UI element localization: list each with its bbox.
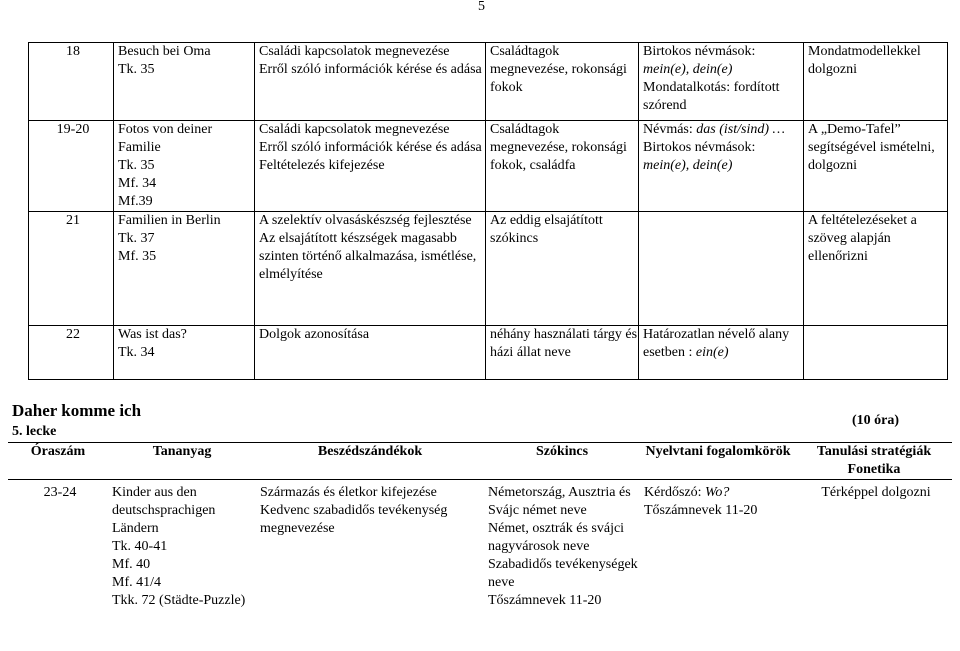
table-row xyxy=(29,326,948,380)
cell-line: Német, osztrák és svájci nagyvárosok neve xyxy=(488,520,625,554)
cell-text: Wo? xyxy=(705,484,730,500)
lesson-number: 21 xyxy=(29,212,114,326)
beszedszandek-cell xyxy=(255,43,486,121)
cell-line: Tőszámnevek 11-20 xyxy=(644,502,758,518)
page-number: 5 xyxy=(478,0,485,14)
cell-line: mein(e), dein(e) xyxy=(643,158,733,173)
cell-text: ein(e) xyxy=(695,345,729,360)
cell-line: Besuch bei Oma xyxy=(118,44,211,59)
cell-line: Mf. 34 xyxy=(118,176,157,191)
beszedszandek-cell xyxy=(255,121,486,212)
table-row xyxy=(29,43,948,121)
cell-line: A szelektív olvasáskészség fejlesztése xyxy=(259,213,472,228)
cell-line: Mf. 41/4 xyxy=(112,574,161,590)
col-header-strategiak: Tanulási stratégiák Fonetika xyxy=(796,443,952,480)
cell-line xyxy=(643,121,803,139)
cell-text: das (ist/sind) … xyxy=(696,122,785,137)
beszedszandek-cell xyxy=(255,212,486,326)
tananyag-cell xyxy=(114,212,255,326)
lesson-label: 5. lecke xyxy=(12,424,57,439)
cell-line: Németország, Ausztria és Svájc német neve xyxy=(488,484,631,518)
cell-line: A „Demo-Tafel” segítségével ismételni, dolgozni xyxy=(808,122,935,173)
cell-line: Birtokos névmások: xyxy=(643,140,756,155)
table-row xyxy=(8,484,952,610)
lesson-number: 18 xyxy=(29,43,114,121)
szokincs-cell xyxy=(486,326,639,380)
cell-line: Tk. 35 xyxy=(118,62,155,77)
col-header-szokincs: Szókincs xyxy=(484,443,640,480)
cell-line: Erről szóló információk kérése és adása xyxy=(259,140,482,155)
cell-line: mein(e), dein(e) xyxy=(643,62,733,77)
cell-line: Szabadidős tevékenységek neve xyxy=(488,556,638,590)
cell-line: néhány használati tárgy és házi állat neve xyxy=(490,327,638,360)
tananyag-cell xyxy=(108,484,256,610)
cell-line: Családtagok megnevezése, rokonsági fokok, családfa xyxy=(490,122,627,173)
hours-label: (10 óra) xyxy=(852,413,900,428)
szokincs-cell xyxy=(486,121,639,212)
col-header-nyelvtan: Nyelvtani fogalomkörök xyxy=(640,443,796,480)
cell-line: Családtagok megnevezése, rokonsági fokok xyxy=(490,44,627,95)
nyelvtan-cell xyxy=(639,121,804,212)
schedule-table-1 xyxy=(28,42,948,380)
cell-line: Dolgok azonosítása xyxy=(259,327,370,342)
col-header-oraszam: Óraszám xyxy=(8,443,108,480)
cell-line: Tk. 34 xyxy=(118,345,155,360)
cell-line: Családi kapcsolatok megnevezése xyxy=(259,122,450,137)
cell-line: Mf. 40 xyxy=(112,556,151,572)
cell-line: Mondatmodellekkel dolgozni xyxy=(808,44,921,77)
cell-line: Családi kapcsolatok megnevezése xyxy=(259,44,450,59)
strategia-cell xyxy=(804,43,948,121)
cell-line: Tőszámnevek 11-20 xyxy=(488,592,602,608)
nyelvtan-cell xyxy=(639,326,804,380)
cell-line: Térképpel dolgozni xyxy=(821,484,931,500)
nyelvtan-cell xyxy=(639,212,804,326)
cell-line: Fotos von deiner Familie xyxy=(118,122,213,155)
cell-line: A feltételezéseket a szöveg alapján ellenőrizni xyxy=(808,213,917,264)
cell-line: Az elsajátított készségek magasabb szinten történő alkalmazása, ismétlése, elmélyítése xyxy=(259,231,477,282)
cell-line xyxy=(644,484,796,502)
strategia-cell xyxy=(804,121,948,212)
cell-line: Származás és életkor kifejezése xyxy=(260,484,437,500)
cell-line: Tkk. 72 (Städte-Puzzle) xyxy=(112,592,246,608)
lesson-number: 19-20 xyxy=(29,121,114,212)
strategia-cell xyxy=(796,484,952,610)
beszedszandek-cell xyxy=(255,326,486,380)
strategia-cell xyxy=(804,212,948,326)
header-row xyxy=(8,443,952,480)
szokincs-cell xyxy=(486,43,639,121)
cell-line: Kinder aus den deutschsprachigen Ländern xyxy=(112,484,216,536)
cell-line: Mf.39 xyxy=(118,194,153,209)
cell-line: Tk. 35 xyxy=(118,158,155,173)
cell-line: Mf. 35 xyxy=(118,249,157,264)
cell-line: Erről szóló információk kérése és adása xyxy=(259,62,482,77)
szokincs-cell xyxy=(486,212,639,326)
cell-line: Tk. 40-41 xyxy=(112,538,168,554)
beszedszandek-cell xyxy=(256,484,484,610)
strategia-cell xyxy=(804,326,948,380)
table-row xyxy=(29,121,948,212)
cell-line: Birtokos névmások: xyxy=(643,44,756,59)
tananyag-cell xyxy=(114,121,255,212)
cell-text: Határozatlan névelő alany esetben : xyxy=(643,327,790,360)
cell-line: Familien in Berlin xyxy=(118,213,221,228)
section-title: Daher komme ich xyxy=(12,401,142,420)
schedule-table-2 xyxy=(8,442,952,610)
szokincs-cell xyxy=(484,484,640,610)
lesson-number: 23-24 xyxy=(43,484,77,500)
col-header-tananyag: Tananyag xyxy=(108,443,256,480)
tananyag-cell xyxy=(114,326,255,380)
cell-line: Was ist das? xyxy=(118,327,187,342)
cell-line xyxy=(643,326,803,362)
cell-line: Feltételezés kifejezése xyxy=(259,158,385,173)
lesson-number: 22 xyxy=(29,326,114,380)
table-row xyxy=(29,212,948,326)
tananyag-cell xyxy=(114,43,255,121)
cell-text: Kérdőszó: xyxy=(644,484,706,500)
cell-line: Mondatalkotás: fordított szórend xyxy=(643,80,780,113)
cell-line: Az eddig elsajátított szókincs xyxy=(490,213,603,246)
col-header-beszedszandekok: Beszédszándékok xyxy=(256,443,484,480)
nyelvtan-cell xyxy=(639,43,804,121)
cell-line: Tk. 37 xyxy=(118,231,155,246)
cell-text: Névmás: xyxy=(643,122,697,137)
nyelvtan-cell xyxy=(640,484,796,610)
cell-line: Kedvenc szabadidős tevékenység megnevezése xyxy=(260,502,448,536)
